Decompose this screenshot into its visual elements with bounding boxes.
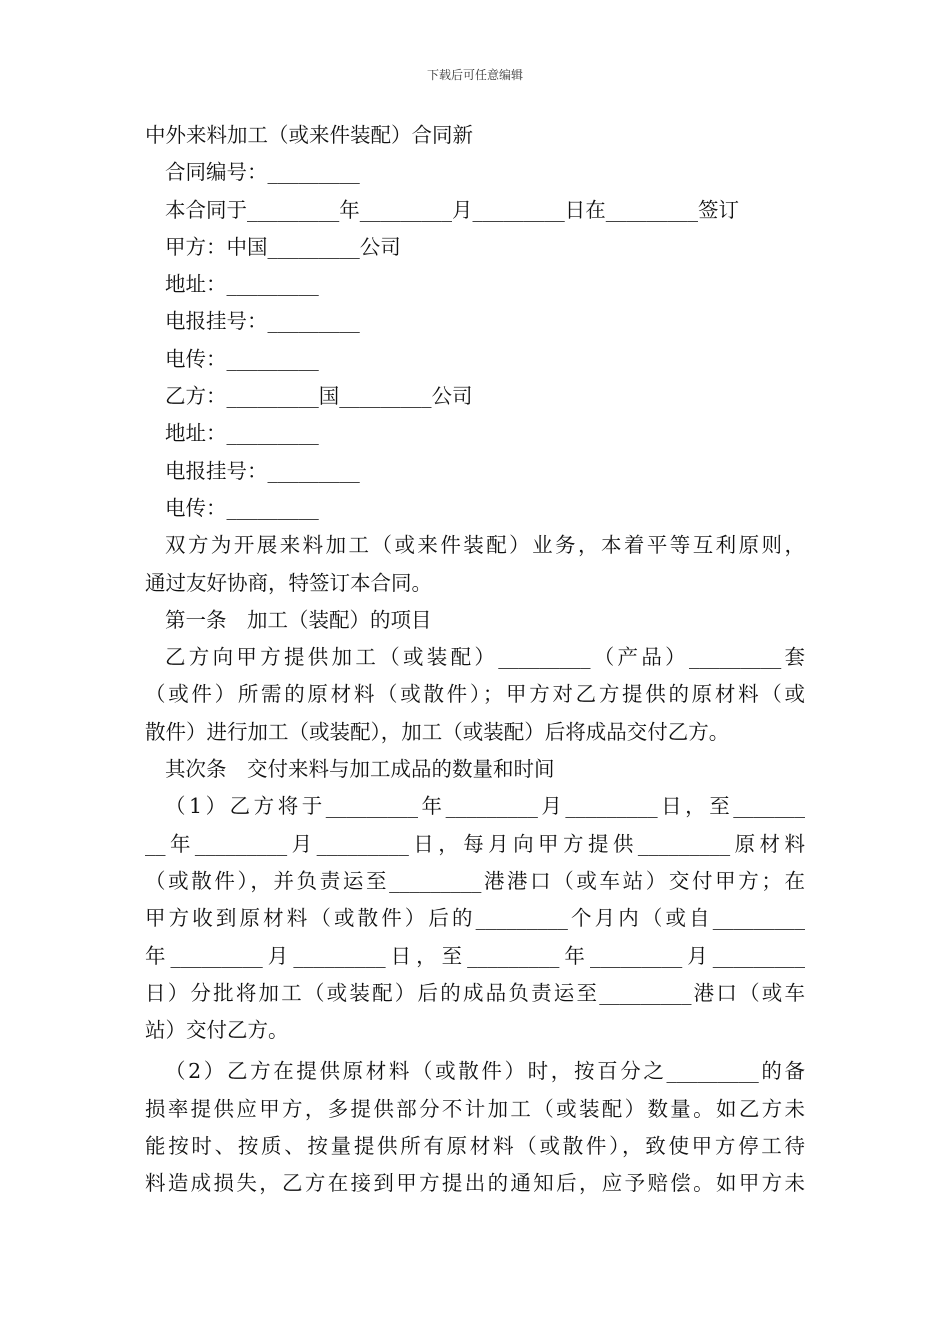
document-body	[145, 117, 805, 1203]
clause-1-line: 日）分批将加工（或装配）后的成品负责运至_________港口（或车	[145, 980, 805, 1005]
party-b-field: 乙方：_________国_________公司	[165, 384, 473, 409]
party-a-address-field: 地址：_________	[165, 272, 319, 297]
party-a-field: 甲方：中国_________公司	[165, 234, 401, 259]
party-b-cable-field: 电报挂号：_________	[165, 458, 360, 483]
article-1-line: （或件）所需的原材料（或散件）；甲方对乙方提供的原材料（或	[145, 682, 805, 707]
document-title: 中外来料加工（或来件装配）合同新	[145, 123, 473, 147]
article-1-line: 散件）进行加工（或装配），加工（或装配）后将成品交付乙方。	[145, 719, 730, 744]
article-2-heading: 其次条 交付来料与加工成品的数量和时间	[165, 757, 555, 782]
clause-2-line: 料造成损失，乙方在接到甲方提出的通知后，应予赔偿。如甲方未	[145, 1171, 805, 1196]
clause-1-line: 年_________月_________日，至_________年_________月_________	[145, 943, 805, 968]
clause-2-line: （2）乙方在提供原材料（或散件）时，按百分之_________的备	[165, 1059, 805, 1084]
clause-1-line: （或散件），并负责运至_________港港口（或车站）交付甲方；在	[145, 868, 805, 893]
party-a-cable-field: 电报挂号：_________	[165, 309, 360, 334]
article-1-line: 乙方向甲方提供加工（或装配）_________（产品）_________套	[165, 645, 805, 670]
party-a-fax-field: 电传：_________	[165, 346, 319, 371]
clause-2-line: 损率提供应甲方，多提供部分不计加工（或装配）数量。如乙方未	[145, 1096, 805, 1121]
signing-date-field: 本合同于_________年_________月_________日在_________签订	[165, 197, 739, 222]
clause-2-line: 能按时、按质、按量提供所有原材料（或散件），致使甲方停工待	[145, 1134, 805, 1159]
party-b-address-field: 地址：_________	[165, 421, 319, 446]
clause-1-line: 甲方收到原材料（或散件）后的_________个月内（或自_________	[145, 906, 805, 931]
clause-1-line: 站）交付乙方。	[145, 1018, 289, 1043]
clause-1-line: （1）乙方将于_________年_________月_________日，至_______	[165, 794, 805, 819]
clause-1-line: __年_________月_________日，每月向甲方提供_________原材料	[145, 831, 805, 856]
contract-number-field: 合同编号：_________	[165, 160, 360, 185]
party-b-fax-field: 电传：_________	[165, 495, 319, 520]
preamble-line: 通过友好协商，特签订本合同。	[145, 570, 432, 595]
preamble-line: 双方为开展来料加工（或来件装配）业务，本着平等互利原则，	[165, 533, 805, 558]
article-1-heading: 第一条 加工（装配）的项目	[165, 607, 432, 632]
page-header: 下载后可任意编辑	[426, 68, 523, 82]
